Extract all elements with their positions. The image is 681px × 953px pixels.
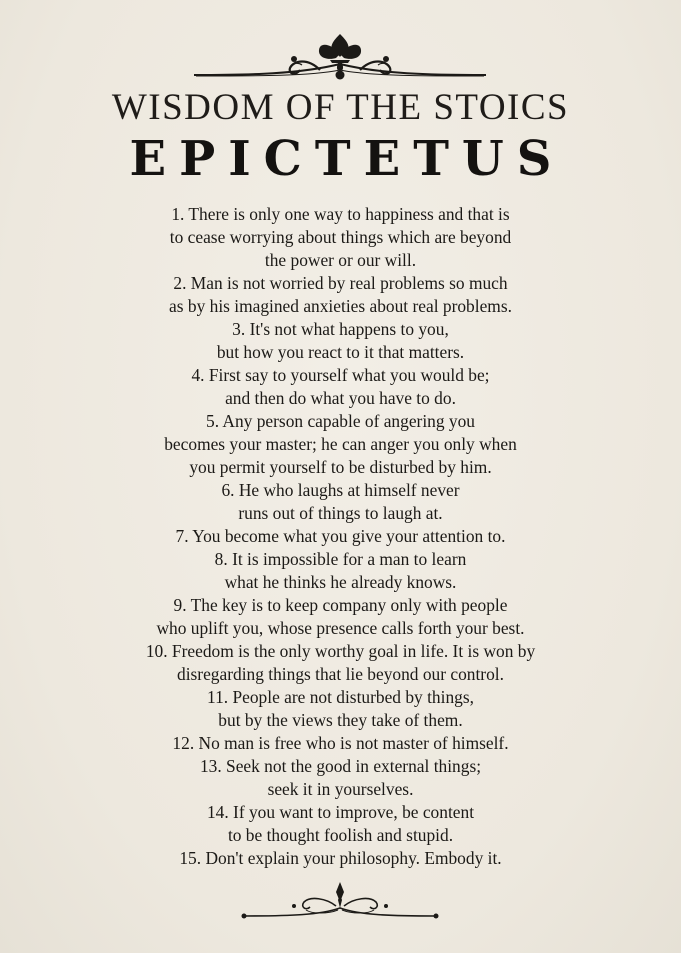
quote-line: 12. No man is free who is not master of himself. — [172, 733, 509, 753]
quote-item — [0, 594, 681, 640]
quote-line: 7. You become what you give your attention to. — [175, 526, 506, 546]
quote-line: what he thinks he already knows. — [224, 572, 457, 592]
quote-item — [0, 364, 681, 410]
quote-item — [0, 548, 681, 594]
quote-line: 15. Don't explain your philosophy. Embody it. — [179, 848, 502, 868]
quotes-list — [0, 203, 681, 870]
quote-item — [0, 203, 681, 272]
quote-line: to cease worrying about things which are beyond — [169, 227, 512, 247]
quote-item — [0, 272, 681, 318]
quote-line: 10. Freedom is the only worthy goal in life. It is won by — [145, 641, 536, 661]
quote-line: 9. The key is to keep company only with people — [173, 595, 508, 615]
quote-line: 11. People are not disturbed by things, — [207, 687, 474, 707]
quote-item — [0, 410, 681, 479]
quote-line: who uplift you, whose presence calls forth your best. — [156, 618, 525, 638]
quote-line: 3. It's not what happens to you, — [232, 319, 449, 339]
quote-line: 8. It is impossible for a man to learn — [214, 549, 467, 569]
author-name: EPICTETUS — [129, 131, 565, 187]
quote-item — [0, 640, 681, 686]
quote-line: but by the views they take of them. — [218, 710, 463, 730]
quote-line: the power or our will. — [264, 250, 417, 270]
quote-line: 6. He who laughs at himself never — [221, 480, 460, 500]
quote-line: to be thought foolish and stupid. — [227, 825, 454, 845]
quote-item — [0, 525, 681, 548]
quote-line: 1. There is only one way to happiness and that is — [171, 204, 510, 224]
poster-title: WISDOM OF THE STOICS — [111, 87, 570, 128]
fleur-de-lis-ornament-icon — [190, 30, 490, 86]
quote-item — [0, 479, 681, 525]
quote-line: disregarding things that lie beyond our control. — [177, 664, 504, 684]
scroll-divider-ornament-icon — [240, 880, 440, 924]
quote-item — [0, 732, 681, 755]
quote-item — [0, 801, 681, 847]
quote-line: you permit yourself to be disturbed by him. — [189, 457, 492, 477]
quote-line: becomes your master; he can anger you only when — [164, 434, 517, 454]
quote-line: seek it in yourselves. — [267, 779, 414, 799]
quote-item — [0, 755, 681, 801]
quote-line: 14. If you want to improve, be content — [206, 802, 475, 822]
quote-line: 5. Any person capable of angering you — [206, 411, 475, 431]
quote-line: runs out of things to laugh at. — [238, 503, 443, 523]
quote-line: 4. First say to yourself what you would be; — [191, 365, 490, 385]
quote-line: 13. Seek not the good in external things; — [199, 756, 482, 776]
quote-item — [0, 318, 681, 364]
quote-line: and then do what you have to do. — [225, 388, 456, 408]
quote-item — [0, 847, 681, 870]
quote-item — [0, 686, 681, 732]
quote-line: but how you react to it that matters. — [216, 342, 465, 362]
quote-line: as by his imagined anxieties about real problems. — [169, 296, 512, 316]
quote-line: 2. Man is not worried by real problems so much — [173, 273, 508, 293]
